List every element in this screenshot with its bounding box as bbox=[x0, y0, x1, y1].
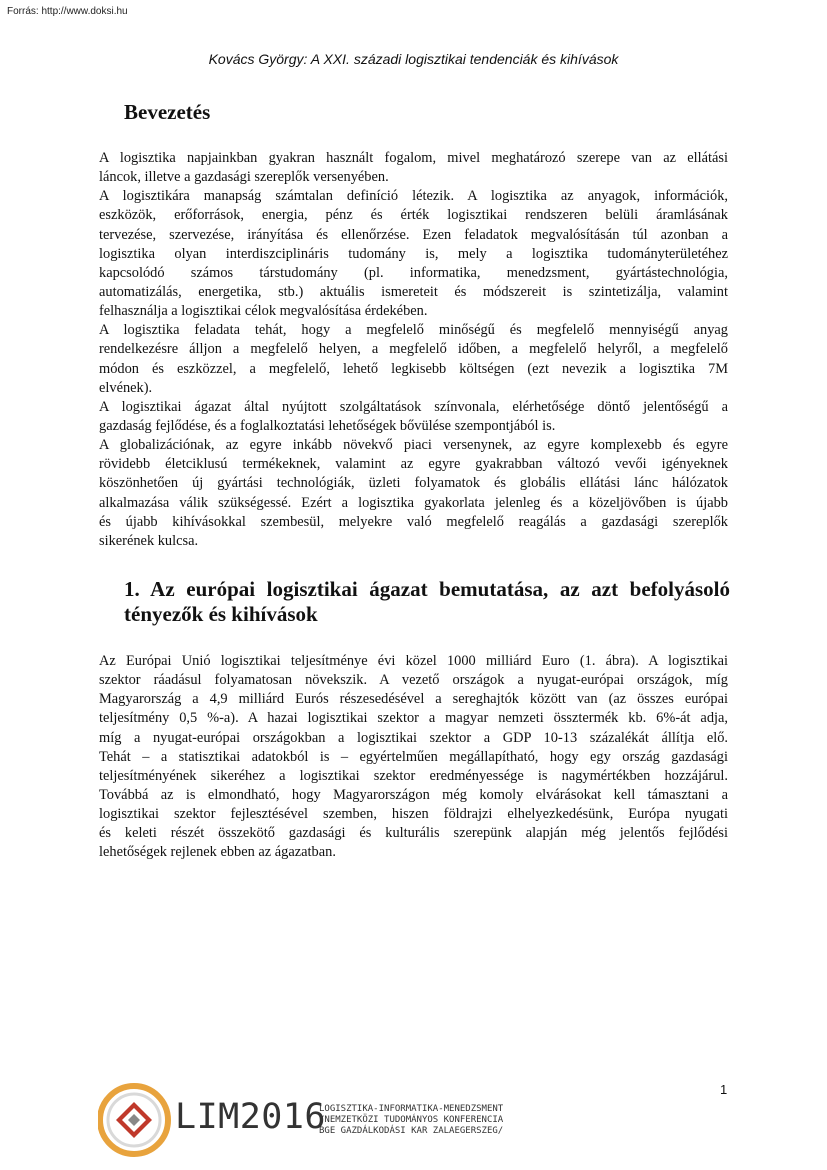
text-line: Az Európai Unió logisztikai teljesítménye évi közel 1000 milliárd Euro (1. ábra). A logisztikai bbox=[99, 653, 728, 669]
section1-body bbox=[99, 652, 728, 863]
text-line: logisztikai szektor fejlesztésével szemben, hiszen földrajzi elhelyezkedésünk, Európa nyugati bbox=[99, 806, 728, 823]
text-line: láncok, illetve a gazdasági szereplők versenyében. bbox=[99, 169, 389, 186]
text-line: gazdaság fejlődése, és a foglalkoztatási lehetőségek bővülése szempontjából is. bbox=[99, 417, 556, 434]
lim-emblem-icon bbox=[98, 1080, 178, 1160]
text-line: teljesítmény 0,5 %-a). A hazai logisztikai szektor a magyar nemzeti össztermék kb. 6%-át adja, bbox=[99, 710, 728, 727]
footer-logo-text: LIM2016 bbox=[175, 1097, 327, 1137]
text-line: A logisztika feladata tehát, hogy a megfelelő minőségű és megfelelő mennyiségű anyag bbox=[99, 322, 728, 339]
text-line: módon és eszközzel, a megfelelő, lehető legkisebb költségen (ezt nevezik a logisztika 7M bbox=[99, 360, 728, 377]
footer-conference-text bbox=[319, 1104, 503, 1137]
footer-line: /NEMZETKÖZI TUDOMÁNYOS KONFERENCIA bbox=[319, 1115, 504, 1125]
footer-line: BGE GAZDÁLKODÁSI KAR ZALAEGERSZEG/ bbox=[319, 1126, 504, 1136]
text-line: rendelkezésre álljon a megfelelő helyen, a megfelelő időben, a megfelelő helyről, a megfelelő bbox=[99, 341, 728, 358]
text-line: A globalizációnak, az egyre inkább növekvő piaci versenynek, az egyre komplexebb és egyre bbox=[99, 437, 728, 454]
text-line: logisztika olyan interdiszciplináris tudomány is, mely a logisztika tudományterületéhez bbox=[99, 245, 728, 262]
text-line: A logisztikai ágazat által nyújtott szolgáltatások színvonala, elérhetősége döntő jelentőségű a bbox=[99, 398, 728, 415]
text-line: és keleti részét összekötő gazdasági és kulturális szerepünk alapján még jelentős fejlődési bbox=[99, 825, 728, 842]
text-line: Magyarország a 4,9 milliárd Eurós részesedésével a sereghajtók között van (az összes európai bbox=[99, 691, 728, 708]
running-head: Kovács György: A XXI. századi logisztikai tendenciák és kihívások bbox=[208, 51, 619, 67]
text-line: köszönhetően új gyártási technológiák, üzleti folyamatok és globális ellátási lánc hálózatok bbox=[99, 475, 728, 492]
text-line: sikerének kulcsa. bbox=[99, 532, 199, 549]
intro-heading: Bevezetés bbox=[124, 100, 211, 124]
text-line: automatizálás, energetika, stb.) aktuális ismereteit és módszereit is szintetizálja, valamint bbox=[99, 283, 728, 300]
text-line: lehetőségek rejlenek ebben az ágazatban. bbox=[99, 844, 336, 861]
intro-body bbox=[99, 149, 728, 551]
text-line: míg a nyugat-európai országokban a logisztikai szektor a GDP 10-13 százalékát állítja elő. bbox=[99, 729, 728, 746]
text-line: felhasználja a logisztikai célok megvalósítása érdekében. bbox=[99, 303, 428, 320]
source-url[interactable]: Forrás: http://www.doksi.hu bbox=[7, 6, 128, 17]
text-line: szektor ráadásul folyamatosan növekszik. A vezető országok a nyugat-európai országok, míg bbox=[99, 672, 728, 689]
text-line: alkalmazása válik szükségessé. Ezért a logisztika gyakorlata jelenleg és a közeljövőben is újabb bbox=[99, 494, 728, 511]
text-line: és újabb kihívásokkal szembesül, melyekre való megfelelő reagálás a gazdasági szereplők bbox=[99, 513, 728, 530]
text-line: tervezése, szervezése, irányítása és ellenőrzése. Ezen feladatok megvalósításán túl azonban a bbox=[99, 226, 728, 243]
text-line: Továbbá az is elmondható, hogy Magyarországon még komoly elvárásokat kell támasztani a bbox=[99, 786, 728, 803]
text-line: teljesítményének sikeréhez a logisztikai szektor eredményessége is nagymértékben hozzájárul. bbox=[99, 767, 728, 784]
text-line: kapcsolódó számos társtudomány (pl. informatika, menedzsment, gyártástechnológia, bbox=[99, 264, 728, 281]
text-line: A logisztikára manapság számtalan definíció létezik. A logisztika az anyagok, információk, bbox=[99, 188, 728, 205]
text-line: A logisztika napjainkban gyakran használt fogalom, mivel meghatározó szerepe van az ellátási bbox=[99, 150, 728, 166]
text-line: elvének). bbox=[99, 379, 153, 396]
text-line: eszközök, erőforrások, energia, pénz és érték logisztikai rendszeren belüli áramlásának bbox=[99, 207, 728, 224]
section-heading: 1. Az európai logisztikai ágazat bemutatása, az azt befolyásoló tényezők és kihívások bbox=[124, 577, 730, 626]
text-line: rövidebb életciklusú termékeknek, valamint az egyre gyakrabban változó vevői igényeknek bbox=[99, 456, 728, 473]
page-number: 1 bbox=[720, 1082, 728, 1097]
text-line: Tehát – a statisztikai adatokból is – egyértelműen megállapítható, hogy egy ország gazdasági bbox=[99, 748, 728, 765]
footer-line: LOGISZTIKA-INFORMATIKA-MENEDZSMENT bbox=[319, 1104, 504, 1114]
